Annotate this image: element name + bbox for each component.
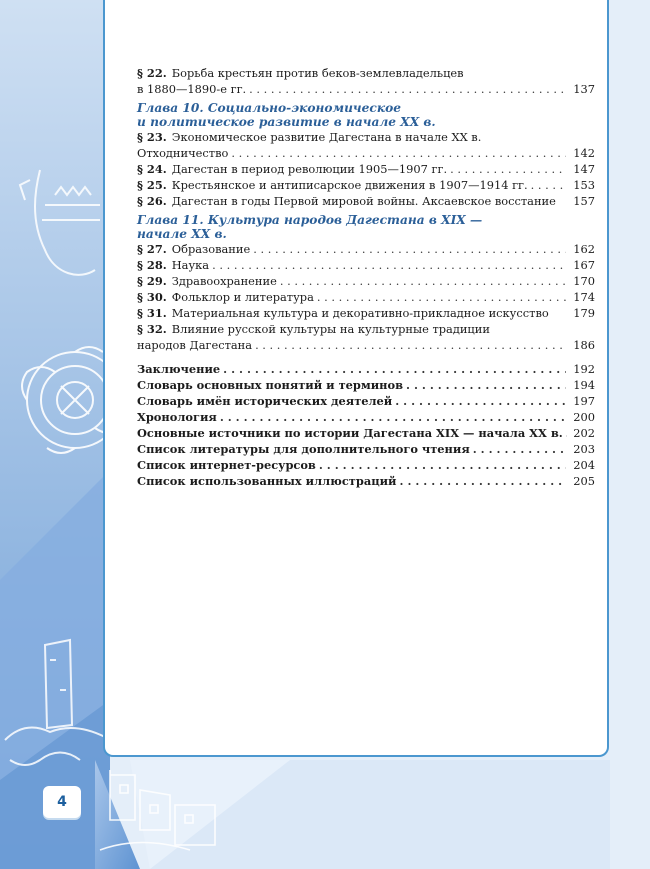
section-number: § 31. xyxy=(137,306,167,320)
page-ref: 157 xyxy=(573,194,595,208)
page-ref: 179 xyxy=(573,306,595,320)
section-title: Борьба крестьян против беков-землевладельцев xyxy=(171,66,464,80)
leader-dots xyxy=(317,289,566,305)
leader-dots xyxy=(231,145,566,161)
toc-entry-26[interactable] xyxy=(137,193,595,209)
entry-title: Список использованных иллюстраций xyxy=(137,474,397,488)
section-title: Влияние русской культуры на культурные традиции xyxy=(171,322,490,336)
entry-title: Список литературы для дополнительного чтения xyxy=(137,442,470,456)
toc-entry-sources[interactable] xyxy=(137,425,595,441)
section-title: Крестьянское и антиписарское движения в 1907—1914 гг. xyxy=(171,178,528,192)
toc-entry-conclusion[interactable] xyxy=(137,361,595,377)
page-ref: 167 xyxy=(573,258,595,272)
page-ref: 170 xyxy=(573,274,595,288)
toc-entry-28[interactable] xyxy=(137,257,595,273)
section-number: § 27. xyxy=(137,242,167,256)
leader-dots xyxy=(400,473,566,489)
leader-dots xyxy=(255,337,566,353)
toc-entry-32[interactable] xyxy=(137,321,595,337)
section-number: § 24. xyxy=(137,162,167,176)
section-title: Наука xyxy=(171,258,210,272)
section-number: § 32. xyxy=(137,322,167,336)
section-title: Здравоохранение xyxy=(171,274,277,288)
section-number: § 23. xyxy=(137,130,167,144)
leader-dots xyxy=(450,161,566,177)
entry-title: Основные источники по истории Дагестана XIX — начала XX в. xyxy=(137,426,563,440)
leader-dots xyxy=(406,377,566,393)
page-ref: 174 xyxy=(573,290,595,304)
entry-title: Словарь основных понятий и терминов xyxy=(137,378,404,392)
toc-entry-glossary[interactable] xyxy=(137,377,595,393)
entry-title: Список интернет-ресурсов xyxy=(137,458,316,472)
toc-entry-22-cont[interactable] xyxy=(137,81,595,97)
toc-entry-literature[interactable] xyxy=(137,441,595,457)
toc-entry-29[interactable] xyxy=(137,273,595,289)
section-title-cont: Отходничество xyxy=(137,146,229,160)
page-ref: 203 xyxy=(573,442,595,456)
toc-entry-names[interactable] xyxy=(137,393,595,409)
leader-dots xyxy=(395,393,566,409)
page-ref: 197 xyxy=(573,394,595,408)
toc-entry-30[interactable] xyxy=(137,289,595,305)
section-title: Дагестан в период революции 1905—1907 гг. xyxy=(171,162,448,176)
page-ref: 202 xyxy=(573,426,595,440)
toc-entry-27[interactable] xyxy=(137,241,595,257)
chapter-title: Глава 11. Культура народов Дагестана в XIX — xyxy=(137,213,483,227)
section-title: Материальная культура и декоративно-прикладное искусство xyxy=(171,306,549,320)
entry-title: Заключение xyxy=(137,362,221,376)
page-ref: 153 xyxy=(573,178,595,192)
toc-entry-illustrations[interactable] xyxy=(137,473,595,489)
section-title: Дагестан в годы Первой мировой войны. Аксаевское восстание xyxy=(171,194,556,208)
page-ref: 205 xyxy=(573,474,595,488)
leader-dots xyxy=(319,457,566,473)
section-number: § 30. xyxy=(137,290,167,304)
page-ref: 192 xyxy=(573,362,595,376)
toc-entry-chronology[interactable] xyxy=(137,409,595,425)
toc-entry-23-cont[interactable] xyxy=(137,145,595,161)
section-title: Экономическое развитие Дагестана в начале XX в. xyxy=(171,130,482,144)
leader-dots xyxy=(249,81,566,97)
section-title-cont: народов Дагестана xyxy=(137,338,253,352)
page-ref: 200 xyxy=(573,410,595,424)
page-ref: 137 xyxy=(573,82,595,96)
page-ref: 147 xyxy=(573,162,595,176)
chapter-title-cont: начале XX в. xyxy=(137,227,227,241)
leader-dots xyxy=(223,361,566,377)
toc-entry-32-cont[interactable] xyxy=(137,337,595,353)
page-ref: 186 xyxy=(573,338,595,352)
chapter-11-heading xyxy=(137,213,595,241)
leader-dots xyxy=(280,273,566,289)
section-number: § 29. xyxy=(137,274,167,288)
leader-dots xyxy=(212,257,566,273)
toc-entry-22[interactable] xyxy=(137,65,595,81)
section-number: § 25. xyxy=(137,178,167,192)
chapter-title-cont: и политическое развитие в начале XX в. xyxy=(137,115,436,129)
toc-entry-25[interactable] xyxy=(137,177,595,193)
chapter-title: Глава 10. Социально-экономическое xyxy=(137,101,401,115)
section-title: Фольклор и литература xyxy=(171,290,314,304)
leader-dots xyxy=(531,177,566,193)
table-of-contents xyxy=(137,65,595,489)
toc-entry-internet[interactable] xyxy=(137,457,595,473)
section-title: Образование xyxy=(171,242,251,256)
section-number: § 22. xyxy=(137,66,167,80)
leader-dots xyxy=(220,409,566,425)
page-number: 4 xyxy=(43,786,81,818)
toc-entry-23[interactable] xyxy=(137,129,595,145)
chapter-10-heading xyxy=(137,101,595,129)
page-ref: 162 xyxy=(573,242,595,256)
page-ref: 194 xyxy=(573,378,595,392)
leader-dots xyxy=(473,441,566,457)
section-number: § 26. xyxy=(137,194,167,208)
entry-title: Хронология xyxy=(137,410,217,424)
section-title-cont: в 1880—1890-е гг. xyxy=(137,82,247,96)
page-ref: 142 xyxy=(573,146,595,160)
section-number: § 28. xyxy=(137,258,167,272)
page-ref: 204 xyxy=(573,458,595,472)
entry-title: Словарь имён исторических деятелей xyxy=(137,394,393,408)
leader-dots xyxy=(253,241,566,257)
toc-entry-31[interactable] xyxy=(137,305,595,321)
toc-entry-24[interactable] xyxy=(137,161,595,177)
